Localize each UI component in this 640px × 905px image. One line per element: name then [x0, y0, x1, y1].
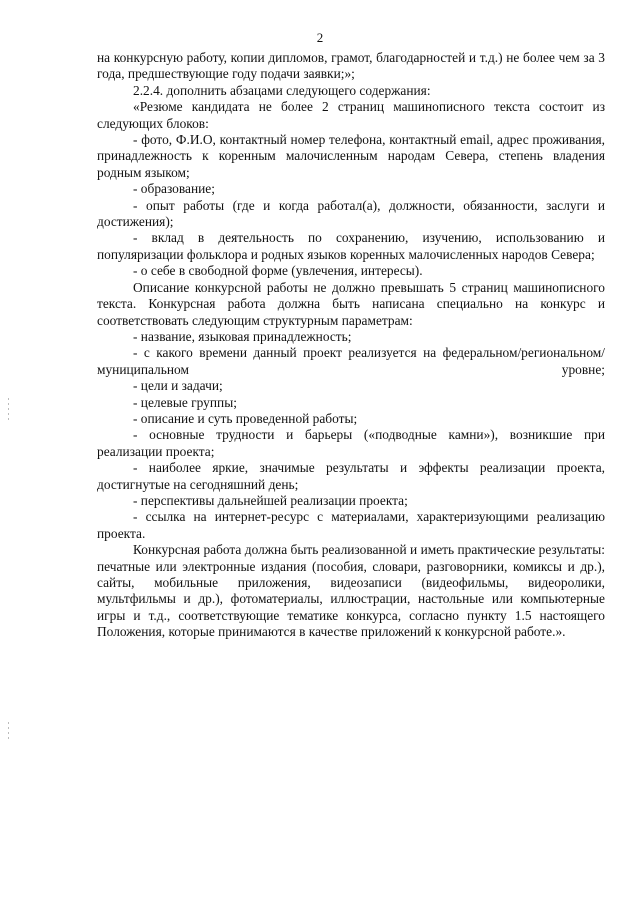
- page-number: 2: [316, 30, 324, 45]
- list-item-link: - ссылка на интернет-ресурс с материалами, характеризующими реализацию проекта.: [97, 509, 605, 541]
- document-body: [97, 50, 605, 641]
- list-item-contribution: - вклад в деятельность по сохранению, изучению, использованию и популяризации фольклора и родных языков коренных малочисленных народов Севера;: [97, 230, 605, 262]
- list-item-work-description: - описание и суть проведенной работы;: [133, 410, 358, 426]
- list-item-name-language: - название, языковая принадлежность;: [133, 328, 352, 344]
- paragraph-work-description: Описание конкурсной работы не должно превышать 5 страниц машинописного текста. Конкурсная работа должна быть написана специально на конкурс и соответствовать следующим структурным параметрам:: [97, 279, 605, 328]
- list-item-since-when: - с какого времени данный проект реализуется на федеральном/региональном/муниципальном уровне;: [97, 345, 605, 377]
- list-item-education: - образование;: [133, 181, 215, 197]
- paragraph-clause-2-2-4: 2.2.4. дополнить абзацами следующего содержания:: [133, 82, 431, 98]
- paragraph-continuation: на конкурсную работу, копии дипломов, грамот, благодарностей и т.д.) не более чем за 3 года, предшествующие году подачи заявки;»;: [97, 50, 605, 82]
- list-item-target-groups: - целевые группы;: [133, 394, 237, 410]
- list-item-photo: - фото, Ф.И.О, контактный номер телефона, контактный email, адрес проживания, принадлежность к коренным малочисленным народам Севера, степень владения родным языком;: [97, 132, 605, 180]
- list-item-results: - наиболее яркие, значимые результаты и эффекты реализации проекта, достигнутые на сегодняшний день;: [97, 460, 605, 492]
- list-item-work-experience: - опыт работы (где и когда работал(а), должности, обязанности, заслуги и достижения);: [97, 197, 605, 230]
- list-item-prospects: - перспективы дальнейшей реализации проекта;: [133, 492, 408, 508]
- list-item-difficulties: - основные трудности и барьеры («подводные камни»), возникшие при реализации проекта;: [97, 427, 605, 459]
- scan-margin-mark: [8, 722, 9, 740]
- scan-margin-mark: [8, 398, 9, 422]
- paragraph-resume-intro: «Резюме кандидата не более 2 страниц машинописного текста состоит из следующих блоков:: [97, 99, 605, 131]
- paragraph-practical-results: Конкурсная работа должна быть реализованной и иметь практические результаты: печатные или электронные издания (пособия, словари, разговорники, комиксы и др.), сайты, мобильные приложения, видеозаписи (видеофильмы, видеоролики, мультфильмы и др.), фотоматериалы, иллюстрации, настольные или компьютерные игры и т.д., соответствующие тематике конкурса, согласно пункту 1.5 настоящего Положения, которые принимаются в качестве приложений к конкурсной работе.».: [97, 542, 605, 640]
- list-item-about: - о себе в свободной форме (увлечения, интересы).: [133, 263, 423, 279]
- list-item-goals: - цели и задачи;: [133, 378, 223, 394]
